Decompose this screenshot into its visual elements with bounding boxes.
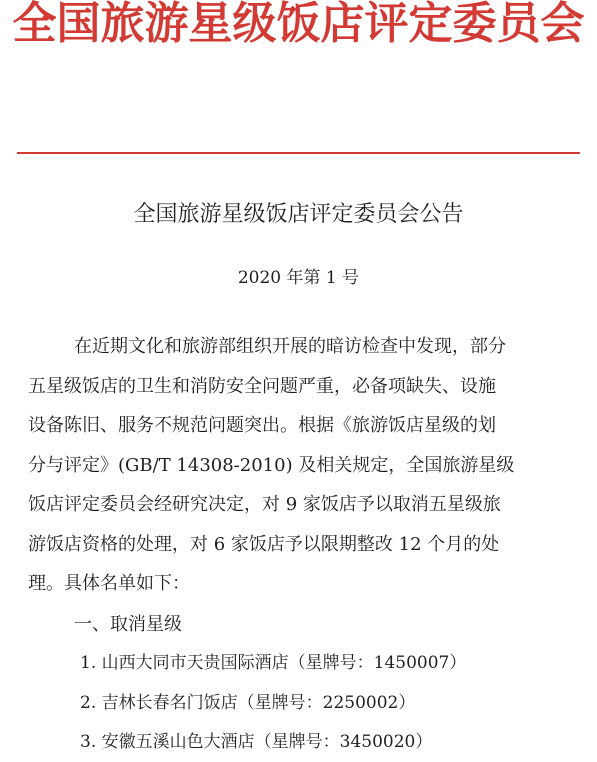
red-divider-line (17, 152, 580, 154)
list-item-hotel-1: 1. 山西大同市天贵国际酒店（星牌号：1450007） (80, 653, 467, 673)
body-paragraph-line-6: 游饭店资格的处理，对 6 家饭店予以限期整改 12 个月的处 (28, 534, 500, 555)
body-paragraph-line-7: 理。具体名单如下： (28, 573, 190, 594)
announcement-title: 全国旅游星级饭店评定委员会公告 (133, 202, 464, 227)
document-number: 2020 年第 1 号 (237, 268, 360, 288)
letterhead-title: 全国旅游星级饭店评定委员会 (12, 0, 585, 49)
list-item-hotel-2: 2. 吉林长春名门饭店（星牌号：2250002） (80, 693, 416, 713)
body-paragraph-line-5: 饭店评定委员会经研究决定，对 9 家饭店予以取消五星级旅 (28, 494, 501, 515)
body-paragraph-line-2: 五星级饭店的卫生和消防安全问题严重，必备项缺失、设施 (28, 376, 496, 397)
section-heading-revoke-stars: 一、取消星级 (74, 614, 182, 635)
body-paragraph-line-3: 设备陈旧、服务不规范问题突出。根据《旅游饭店星级的划 (28, 415, 496, 436)
body-paragraph-line-4: 分与评定》(GB/T 14308-2010) 及相关规定，全国旅游星级 (28, 455, 515, 476)
body-paragraph-line-1: 在近期文化和旅游部组织开展的暗访检查中发现，部分 (74, 336, 506, 357)
red-letterhead (0, 0, 597, 64)
list-item-hotel-3: 3. 安徽五溪山色大酒店（星牌号：3450020） (80, 732, 433, 752)
